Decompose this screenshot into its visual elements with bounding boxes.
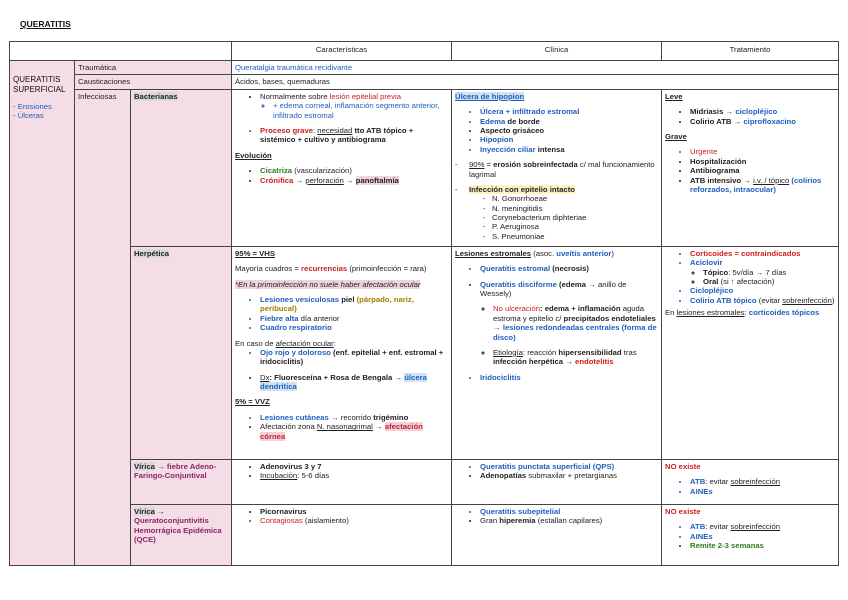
- organism-item: - N. meningitidis: [492, 204, 658, 213]
- header-tratamiento: Tratamiento: [662, 42, 839, 61]
- bact-cli-dash-epitelio: - Infección con epitelio intacto: [455, 185, 658, 194]
- herp-cli-item: • Iridociclitis: [480, 373, 658, 382]
- adeno-cli-item: • Queratitis punctata superficial (QPS): [480, 462, 658, 471]
- adeno-label: Vírica → fiebre Adeno-Faringo-Conjuntival: [131, 459, 232, 504]
- herpetica-clinica: [452, 246, 662, 459]
- herp-trat-subitem: ◦ Tópico: 5v/día → 7 días: [703, 268, 835, 277]
- adeno-tratamiento: [662, 459, 839, 504]
- row-adeno: [10, 459, 839, 504]
- bact-evol-item: • Crónifica → perforación → panoftalmía: [260, 176, 448, 185]
- header-blank: [10, 42, 232, 61]
- herp-trat-item: • Colirio ATB tópico (evitar sobreinfección): [690, 296, 835, 305]
- bact-car-subitem: ◦ + edema corneal, inflamación segmento anterior, infiltrado estromal: [273, 101, 448, 120]
- document-title: QUERATITIS: [20, 19, 71, 29]
- herpetica-label: Herpética: [131, 246, 232, 459]
- bact-cli-item: • Úlcera + infiltrado estromal: [480, 107, 658, 116]
- herp-car-item: • Lesiones cutáneas → recorrido trigémino: [260, 413, 448, 422]
- herp-cli-title: Lesiones estromales (asoc. uveítis anterior): [455, 248, 614, 258]
- bact-cli-dash-90: - 90% = erosión sobreinfectada c/ mal funcionamiento lagrimal: [455, 160, 658, 179]
- herp-car-item: • Afectación zona N. nasonagrimal → afectación córnea: [260, 422, 448, 441]
- adeno-caracteristicas: [232, 459, 452, 504]
- herp-car-item: • Dx: Fluoresceína + Rosa de Bengala → úlcera dendrítica: [260, 373, 448, 392]
- left-item-erosiones: - Erosiones: [13, 102, 52, 111]
- bact-leve-item: • Midriasis → ciclopléjico: [690, 107, 835, 116]
- qce-trat-item: • ATB: evitar sobreinfección: [690, 522, 835, 531]
- keratitis-table: [9, 41, 839, 566]
- infecciosas-label: Infecciosas: [75, 89, 131, 565]
- causticaciones-text: Ácidos, bases, quemaduras: [232, 75, 839, 89]
- herp-cli-item: • Queratitis disciforme (edema → anillo de Wessely) ◦ No ulceración: edema + inflamación aguda estroma y epitelio c/ precipitados endoteliales → lesiones redondeadas centrales (forma de disco) ◦ Etiología: reacción hipersensibilidad tras infección herpética → endotelitis: [480, 280, 658, 367]
- organism-item: - P. Aeruginosa: [492, 222, 658, 231]
- bact-cli-title: Úlcera de hipopion: [455, 91, 525, 101]
- herp-car-text: En caso de afectación ocular:: [235, 338, 336, 348]
- qce-tratamiento: [662, 504, 839, 565]
- organism-item: - N. Gonorrhoeae: [492, 194, 658, 203]
- header-clinica: Clínica: [452, 42, 662, 61]
- bact-cli-item: • Edema de borde: [480, 117, 658, 126]
- adeno-cli-item: • Adenopatías submaxilar + pretargianas: [480, 471, 658, 480]
- bact-grave-item: • Hospitalización: [690, 157, 835, 166]
- qce-car-item: • Contagiosas (aislamiento): [260, 516, 448, 525]
- bact-grave-title: Grave: [665, 131, 687, 141]
- herp-car-item: • Fiebre alta día anterior: [260, 314, 448, 323]
- adeno-trat-item: • AINEs: [690, 487, 835, 496]
- bacterianas-tratamiento: [662, 89, 839, 246]
- adeno-no-existe: NO existe: [665, 461, 701, 471]
- organism-item: - S. Pneumoniae: [492, 232, 658, 241]
- traumatica-text: Queratalgia traumática recidivante: [232, 61, 839, 75]
- left-category-cell: [10, 61, 75, 566]
- qce-trat-item: • AINEs: [690, 532, 835, 541]
- qce-cli-item: • Gran hiperemia (estallan capilares): [480, 516, 658, 525]
- bact-evol-item: • Cicatriza (vascularización): [260, 166, 448, 175]
- bacterianas-label: Bacterianas: [131, 89, 232, 246]
- bact-leve-title: Leve: [665, 91, 683, 101]
- adeno-trat-item: • ATB: evitar sobreinfección: [690, 477, 835, 486]
- bact-car-item: • Proceso grave: necesidad tto ATB tópico + sistémico + cultivo y antibiograma: [260, 126, 448, 145]
- herp-trat-item: • Aciclovir ◦ Tópico: 5v/día → 7 días ◦ Oral (si ↑ afectación): [690, 258, 835, 286]
- bact-evolucion-title: Evolución: [235, 150, 272, 160]
- bact-grave-item: • ATB intensivo → i.v. / tópico (colirios reforzados, intraocular): [690, 176, 835, 195]
- qce-label: Vírica → Queratoconjuntivitis Hemorrágica Epidémica (QCE): [131, 504, 232, 565]
- bact-leve-item: • Colirio ATB → ciprofloxacino: [690, 117, 835, 126]
- qce-car-item: • Picornavirus: [260, 507, 448, 516]
- adeno-car-item: • Incubación: 5-6 días: [260, 471, 448, 480]
- qce-clinica: [452, 504, 662, 565]
- bact-cli-item: • Hipopion: [480, 135, 658, 144]
- organism-item: - Corynebacterium diphteriae: [492, 213, 658, 222]
- adeno-car-item: • Adenovirus 3 y 7: [260, 462, 448, 471]
- herpetica-tratamiento: [662, 246, 839, 459]
- herp-trat-subitem: ◦ Oral (si ↑ afectación): [703, 277, 835, 286]
- herp-vvz-title: 5% = VVZ: [235, 397, 270, 407]
- row-qce: [10, 504, 839, 565]
- qce-trat-item: • Remite 2-3 semanas: [690, 541, 835, 550]
- bact-cli-item: • Inyección ciliar intensa: [480, 145, 658, 154]
- herp-trat-item: • Ciclopléjico: [690, 286, 835, 295]
- herp-cli-item: • Queratitis estromal (necrosis): [480, 264, 658, 273]
- herp-trat-item: • Corticoides = contraindicados: [690, 249, 835, 258]
- herp-car-note: *En la primoinfección no suele haber afectación ocular: [235, 279, 421, 289]
- herpetica-caracteristicas: [232, 246, 452, 459]
- qce-no-existe: NO existe: [665, 506, 701, 516]
- row-bacterianas: [10, 89, 839, 246]
- bact-cli-item: • Aspecto grisáceo: [480, 126, 658, 135]
- left-category-title: QUERATITIS SUPERFICIAL: [13, 75, 66, 94]
- row-herpetica: [10, 246, 839, 459]
- causticaciones-label: Causticaciones: [75, 75, 232, 89]
- herp-cli-subitem: ◦ No ulceración: edema + inflamación aguda estroma y epitelio c/ precipitados endoteliales → lesiones redondeadas centrales (forma de disco): [493, 304, 658, 342]
- bacterianas-caracteristicas: [232, 89, 452, 246]
- herp-car-item: • Lesiones vesiculosas piel (párpado, nariz, peribucal): [260, 295, 448, 314]
- row-traumatica: [10, 61, 839, 75]
- herp-vhs-title: 95% = VHS: [235, 248, 275, 258]
- header-row: [10, 42, 839, 61]
- traumatica-label: Traumática: [75, 61, 232, 75]
- left-item-ulceras: - Úlceras: [13, 111, 44, 121]
- herp-cli-subitem: ◦ Etiología: reacción hipersensibilidad tras infección herpética → endotelitis: [493, 348, 658, 367]
- bact-grave-item: • Urgente: [690, 147, 835, 156]
- herp-trat-text: En lesiones estromales: corticoides tópicos: [665, 308, 820, 318]
- herp-car-text: Mayoría cuadros = recurrencias (primoinfección = rara): [235, 264, 427, 274]
- bact-grave-item: • Antibiograma: [690, 166, 835, 175]
- bacterianas-clinica: [452, 89, 662, 246]
- herp-car-item: • Cuadro respiratorio: [260, 323, 448, 332]
- qce-caracteristicas: [232, 504, 452, 565]
- adeno-clinica: [452, 459, 662, 504]
- header-caracteristicas: Características: [232, 42, 452, 61]
- row-causticaciones: [10, 75, 839, 89]
- qce-cli-item: • Queratitis subepitelial: [480, 507, 658, 516]
- herp-car-item: • Ojo rojo y doloroso (enf. epitelial + enf. estromal + iridociclitis): [260, 348, 448, 367]
- bact-car-item: • Normalmente sobre lesión epitelial previa ◦ + edema corneal, inflamación segmento anterior, infiltrado estromal: [260, 92, 448, 120]
